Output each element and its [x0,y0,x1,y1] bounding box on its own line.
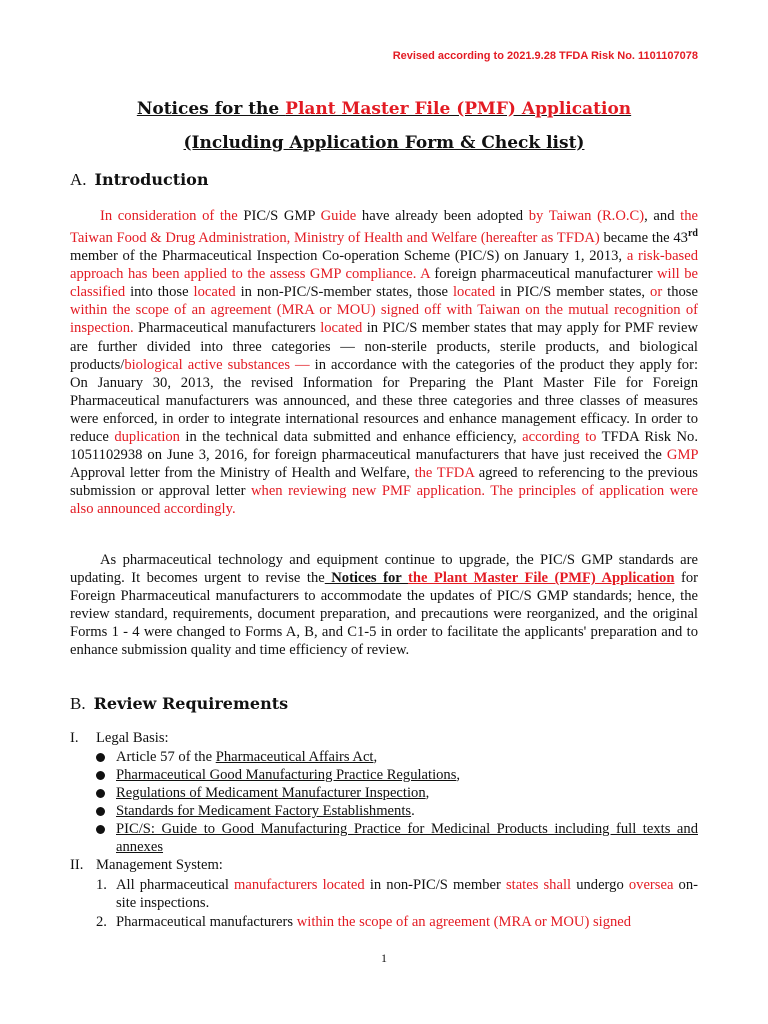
item-text [96,876,698,912]
text-run: by Taiwan (R.O.C) [528,208,645,224]
legal-basis-prefix: Article 57 of the [116,749,216,765]
text-run: foreign pharmaceutical manufacturer [429,266,657,283]
text-run: for Foreign Pharmaceutical manufacturers to accommodate the updates of PIC/S GMP standards; hence, the review standard, requirements, document preparation, and precautions were reorganized, and the original Forms 1 - 4 were changed to Forms A, B, and C1-5 in order to facilitate the applicants' preparation and to enhance submission quality and time efficiency of review. [70,570,698,659]
text-run: the Plant Master File (PMF) Application [407,570,675,587]
text-run: a risk-based approach has been applied to the assess GMP compliance. A [70,248,698,283]
punctuation: , [425,785,430,802]
legal-reference-link[interactable]: Pharmaceutical Affairs Act [215,749,374,765]
text-run: according to [522,428,597,445]
text-run: or [650,284,663,301]
page-number: 1 [381,951,387,965]
text-run: oversea [628,877,674,893]
text-run: duplication [114,428,180,445]
text-run: Guide [320,208,357,224]
text-run: on-site inspections. [116,877,699,912]
text-run: the Taiwan Food & Drug Administration, Ministry of Health and Welfare (hereafter as TFDA) [70,208,698,246]
bullet-icon [96,825,105,834]
text-run: All pharmaceutical [116,877,234,893]
legal-basis-item [96,748,698,766]
legal-basis-item [96,802,698,820]
text-run: member of the Pharmaceutical Inspection Co-operation Scheme (PIC/S) on January 1, 2013, [70,248,627,265]
bullet-icon [96,807,105,816]
item-number: 2. [96,914,107,930]
item-number: 1. [96,877,107,893]
text-run: undergo [571,877,629,893]
legal-reference-link[interactable]: Pharmaceutical Good Manufacturing Practice Regulations [116,767,457,784]
punctuation: . [411,803,415,820]
item-ii-label: Management System: [96,857,223,873]
text-run: within the scope of an agreement (MRA or MOU) signed [296,914,632,930]
text-run: TFDA Risk No. 1051102938 on June 3, 2016, for foreign pharmaceutical manufacturers that have just received the [70,428,698,464]
text-run: biological active substances [124,356,290,373]
text-run: Approval letter from the Ministry of Health and Welfare, [70,465,415,482]
document-title [0,99,768,119]
item-i-label: Legal Basis: [96,730,169,746]
text-run: located [320,320,363,337]
text-run: the TFDA [414,465,475,482]
section-b-title: Review Requirements [93,694,289,713]
legal-basis-item [96,820,698,856]
bullet-icon [96,771,105,780]
text-run: in accordance with the categories of the product they apply for: On January 30, 2013, the revised Information for Preparing the Plant Master File for Foreign Pharmaceutical manufacturers was announced, and these three categories and three classes of measures were enforced, in order to integrate international resources and enhance management efficacy. In order to reduce [70,356,699,445]
text-run: agreed to referencing to the previous submission or approval letter [70,465,698,500]
text-run: In consideration of the [100,208,244,224]
legal-basis-item [96,766,698,784]
text-run: Pharmaceutical manufacturers [116,914,297,930]
text-run: those [662,284,698,301]
text-run: into those [125,284,194,301]
document-subtitle: (Including Application Form & Check list) [183,133,585,153]
text-run: in non-PIC/S-member states, those [235,284,453,301]
section-a-heading [70,170,208,190]
legal-basis-item [96,784,698,802]
text-run: , and [644,208,681,224]
text-run: Pharmaceutical manufacturers [133,320,321,337]
punctuation: , [373,749,378,765]
legal-reference-link[interactable]: PIC/S: Guide to Good Manufacturing Practice for Medicinal Products including full texts and annexes [116,821,698,856]
title-prefix: Notices for the [136,99,286,119]
text-run: located [193,284,236,301]
management-item-2 [96,913,698,931]
section-a-title: Introduction [94,170,209,189]
punctuation: , [456,767,461,784]
item-ii-number: II. [70,857,84,873]
text-run: when reviewing new PMF application. The principles of application were also announced accordingly. [70,483,698,518]
legal-basis-list [96,748,698,857]
revision-note: Revised according to 2021.9.28 TFDA Risk No. 1101107078 [392,50,698,62]
item-text [96,913,698,931]
intro-paragraph-1 [70,207,698,518]
text-run: will be classified [70,266,698,301]
title-highlight: Plant Master File (PMF) Application [285,99,632,119]
text-run: Notices for [324,570,408,587]
text-run: — [290,356,315,373]
bullet-icon [96,789,105,798]
text-run: PIC/S GMP [243,208,321,224]
text-run: in PIC/S member states, [495,284,651,301]
text-run: have already been adopted [356,208,529,224]
text-run: located [452,284,496,301]
section-a-number: A. [70,170,87,189]
intro-paragraph-2 [70,551,698,660]
bullet-icon [96,753,105,762]
text-run: manufacturers located [234,877,365,893]
section-b-heading [70,694,288,714]
legal-reference-link[interactable]: Standards for Medicament Factory Establishments [116,803,412,820]
text-run: GMP [666,447,698,464]
section-b-number: B. [70,694,86,713]
item-i-number: I. [70,730,79,746]
text-run: became the 43 [599,229,688,246]
text-run: states shall [505,877,572,893]
management-item-1 [96,876,698,912]
text-run: in PIC/S member states that may apply for PMF review are further divided into three categories — non-sterile products, sterile products, and biological products/ [70,320,698,373]
text-run: within the scope of an agreement (MRA or MOU) signed off with Taiwan on the mutual recognition of inspection. [70,302,698,337]
text-run: As pharmaceutical technology and equipment continue to upgrade, the PIC/S GMP standards are updating. It becomes urgent to revise the [70,552,698,587]
text-run: in the technical data submitted and enhance efficiency, [179,428,523,445]
text-run: in non-PIC/S member [364,877,506,893]
legal-reference-link[interactable]: Regulations of Medicament Manufacturer Inspection [116,785,426,802]
text-run: rd [687,228,698,240]
